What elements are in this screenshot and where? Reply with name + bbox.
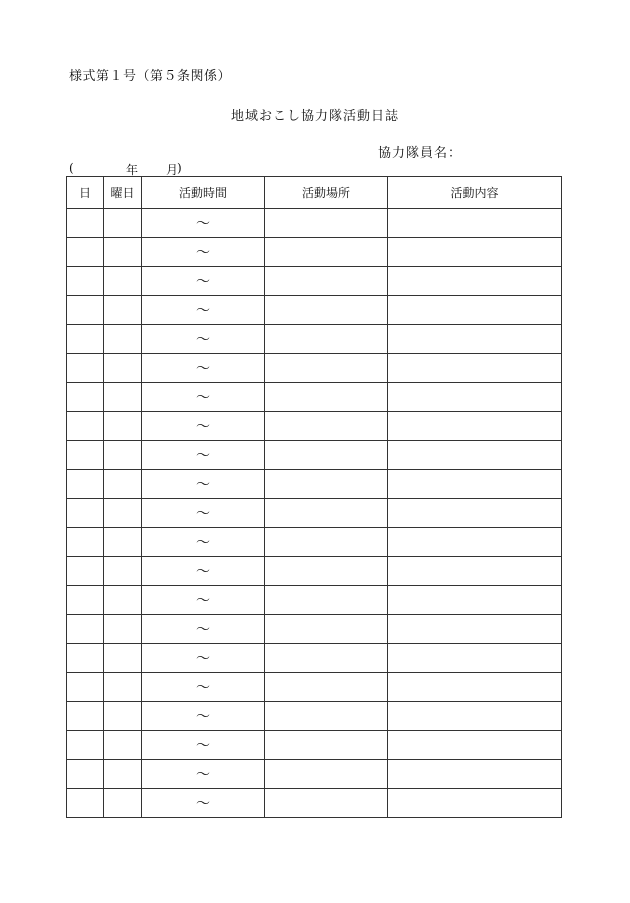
activity-content-cell[interactable]: [388, 557, 562, 586]
activity-place-cell[interactable]: [265, 615, 388, 644]
activity-place-cell[interactable]: [265, 789, 388, 818]
day-cell[interactable]: [67, 209, 104, 238]
weekday-cell[interactable]: [104, 760, 142, 789]
time-separator: ～: [196, 448, 210, 464]
header-weekday: 曜日: [104, 177, 142, 209]
weekday-cell[interactable]: [104, 412, 142, 441]
activity-place-cell[interactable]: [265, 383, 388, 412]
activity-time-cell[interactable]: [142, 731, 265, 760]
activity-place-cell[interactable]: [265, 644, 388, 673]
day-cell[interactable]: [67, 412, 104, 441]
activity-place-cell[interactable]: [265, 296, 388, 325]
time-separator: ～: [196, 680, 210, 696]
activity-time-cell[interactable]: [142, 441, 265, 470]
activity-content-cell[interactable]: [388, 702, 562, 731]
period-year-label: 年: [126, 163, 139, 177]
table-row: [67, 615, 562, 644]
table-row: [67, 325, 562, 354]
activity-time-cell[interactable]: [142, 325, 265, 354]
day-cell[interactable]: [67, 267, 104, 296]
weekday-cell[interactable]: [104, 499, 142, 528]
activity-content-cell[interactable]: [388, 644, 562, 673]
day-cell[interactable]: [67, 760, 104, 789]
activity-time-cell[interactable]: [142, 644, 265, 673]
table-header-row: [67, 177, 562, 209]
day-cell[interactable]: [67, 644, 104, 673]
time-separator: ～: [196, 419, 210, 435]
weekday-cell[interactable]: [104, 209, 142, 238]
weekday-cell[interactable]: [104, 731, 142, 760]
form-number: 様式第１号（第５条関係）: [69, 69, 232, 84]
day-cell[interactable]: [67, 528, 104, 557]
activity-content-cell[interactable]: [388, 673, 562, 702]
time-separator: ～: [196, 477, 210, 493]
table-row: [67, 238, 562, 267]
day-cell[interactable]: [67, 383, 104, 412]
activity-content-cell[interactable]: [388, 789, 562, 818]
activity-place-cell[interactable]: [265, 325, 388, 354]
time-separator: ～: [196, 796, 210, 812]
activity-content-cell[interactable]: [388, 441, 562, 470]
activity-place-cell[interactable]: [265, 586, 388, 615]
time-separator: ～: [196, 767, 210, 783]
time-separator: ～: [196, 332, 210, 348]
activity-time-cell[interactable]: [142, 470, 265, 499]
table-row: [67, 528, 562, 557]
activity-content-cell[interactable]: [388, 528, 562, 557]
weekday-cell[interactable]: [104, 470, 142, 499]
activity-time-cell[interactable]: [142, 702, 265, 731]
activity-content-cell[interactable]: [388, 412, 562, 441]
header-activity-place: 活動場所: [265, 177, 388, 209]
activity-content-cell[interactable]: [388, 731, 562, 760]
table-row: [67, 267, 562, 296]
period-open-paren: (: [69, 161, 74, 175]
activity-content-cell[interactable]: [388, 470, 562, 499]
weekday-cell[interactable]: [104, 296, 142, 325]
period-line: [69, 161, 209, 177]
day-cell[interactable]: [67, 586, 104, 615]
day-cell[interactable]: [67, 789, 104, 818]
day-cell[interactable]: [67, 499, 104, 528]
activity-time-cell[interactable]: [142, 383, 265, 412]
activity-place-cell[interactable]: [265, 528, 388, 557]
activity-place-cell[interactable]: [265, 441, 388, 470]
document-title: 地域おこし協力隊活動日誌: [230, 109, 399, 124]
header-day: 日: [67, 177, 104, 209]
activity-time-cell[interactable]: [142, 673, 265, 702]
table-row: [67, 354, 562, 383]
table-row: [67, 412, 562, 441]
activity-place-cell[interactable]: [265, 702, 388, 731]
time-separator: ～: [196, 622, 210, 638]
table-row: [67, 209, 562, 238]
activity-content-cell[interactable]: [388, 238, 562, 267]
day-cell[interactable]: [67, 238, 104, 267]
activity-time-cell[interactable]: [142, 238, 265, 267]
activity-time-cell[interactable]: [142, 354, 265, 383]
activity-place-cell[interactable]: [265, 557, 388, 586]
member-name-label: 協力隊員名：: [378, 146, 463, 161]
table-row: [67, 470, 562, 499]
activity-place-cell[interactable]: [265, 673, 388, 702]
activity-place-cell[interactable]: [265, 499, 388, 528]
weekday-cell[interactable]: [104, 267, 142, 296]
time-separator: ～: [196, 506, 210, 522]
time-separator: ～: [196, 593, 210, 609]
table-row: [67, 557, 562, 586]
activity-log-table: [66, 176, 562, 818]
header-activity-content: 活動内容: [388, 177, 562, 209]
table-row: [67, 499, 562, 528]
day-cell[interactable]: [67, 615, 104, 644]
activity-time-cell[interactable]: [142, 760, 265, 789]
table-row: [67, 760, 562, 789]
activity-content-cell[interactable]: [388, 760, 562, 789]
activity-place-cell[interactable]: [265, 354, 388, 383]
table-row: [67, 673, 562, 702]
activity-content-cell[interactable]: [388, 325, 562, 354]
time-separator: ～: [196, 709, 210, 725]
activity-time-cell[interactable]: [142, 267, 265, 296]
activity-time-cell[interactable]: [142, 412, 265, 441]
activity-content-cell[interactable]: [388, 296, 562, 325]
table-row: [67, 441, 562, 470]
activity-place-cell[interactable]: [265, 731, 388, 760]
period-month-label: 月: [166, 163, 179, 177]
weekday-cell[interactable]: [104, 238, 142, 267]
table-row: [67, 789, 562, 818]
table-row: [67, 296, 562, 325]
weekday-cell[interactable]: [104, 528, 142, 557]
activity-place-cell[interactable]: [265, 412, 388, 441]
day-cell[interactable]: [67, 470, 104, 499]
activity-time-cell[interactable]: [142, 789, 265, 818]
activity-time-cell[interactable]: [142, 296, 265, 325]
activity-place-cell[interactable]: [265, 267, 388, 296]
time-separator: ～: [196, 651, 210, 667]
time-separator: ～: [196, 390, 210, 406]
day-cell[interactable]: [67, 325, 104, 354]
weekday-cell[interactable]: [104, 586, 142, 615]
activity-content-cell[interactable]: [388, 586, 562, 615]
table-row: [67, 644, 562, 673]
day-cell[interactable]: [67, 557, 104, 586]
weekday-cell[interactable]: [104, 557, 142, 586]
time-separator: ～: [196, 274, 210, 290]
activity-content-cell[interactable]: [388, 499, 562, 528]
time-separator: ～: [196, 303, 210, 319]
activity-place-cell[interactable]: [265, 470, 388, 499]
activity-content-cell[interactable]: [388, 209, 562, 238]
activity-time-cell[interactable]: [142, 499, 265, 528]
table-row: [67, 586, 562, 615]
weekday-cell[interactable]: [104, 441, 142, 470]
day-cell[interactable]: [67, 441, 104, 470]
activity-content-cell[interactable]: [388, 383, 562, 412]
table-row: [67, 702, 562, 731]
weekday-cell[interactable]: [104, 644, 142, 673]
day-cell[interactable]: [67, 296, 104, 325]
time-separator: ～: [196, 361, 210, 377]
activity-time-cell[interactable]: [142, 557, 265, 586]
period-close-paren: ): [177, 161, 182, 175]
weekday-cell[interactable]: [104, 673, 142, 702]
table-body: [67, 209, 562, 818]
activity-place-cell[interactable]: [265, 760, 388, 789]
time-separator: ～: [196, 535, 210, 551]
weekday-cell[interactable]: [104, 354, 142, 383]
activity-time-cell[interactable]: [142, 615, 265, 644]
activity-time-cell[interactable]: [142, 209, 265, 238]
activity-content-cell[interactable]: [388, 354, 562, 383]
day-cell[interactable]: [67, 673, 104, 702]
activity-time-cell[interactable]: [142, 528, 265, 557]
activity-place-cell[interactable]: [265, 238, 388, 267]
header-activity-time: 活動時間: [142, 177, 265, 209]
time-separator: ～: [196, 245, 210, 261]
weekday-cell[interactable]: [104, 789, 142, 818]
day-cell[interactable]: [67, 354, 104, 383]
weekday-cell[interactable]: [104, 383, 142, 412]
day-cell[interactable]: [67, 702, 104, 731]
time-separator: ～: [196, 738, 210, 754]
activity-time-cell[interactable]: [142, 586, 265, 615]
weekday-cell[interactable]: [104, 615, 142, 644]
day-cell[interactable]: [67, 731, 104, 760]
weekday-cell[interactable]: [104, 325, 142, 354]
activity-place-cell[interactable]: [265, 209, 388, 238]
time-separator: ～: [196, 216, 210, 232]
table-row: [67, 731, 562, 760]
activity-content-cell[interactable]: [388, 267, 562, 296]
time-separator: ～: [196, 564, 210, 580]
table-row: [67, 383, 562, 412]
activity-content-cell[interactable]: [388, 615, 562, 644]
weekday-cell[interactable]: [104, 702, 142, 731]
